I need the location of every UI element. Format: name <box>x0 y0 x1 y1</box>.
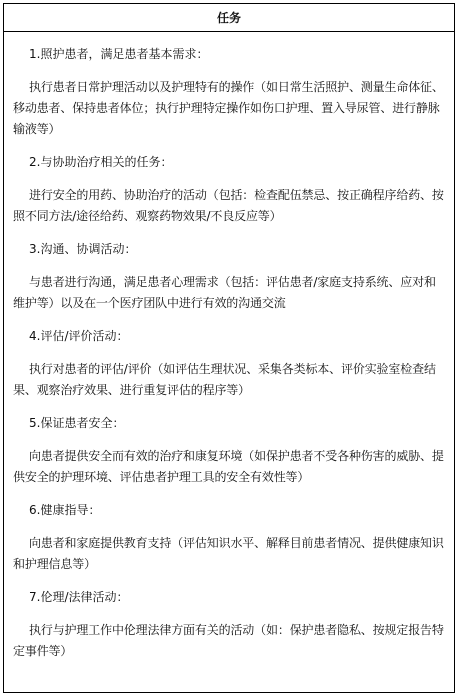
task-section-1 <box>13 44 446 140</box>
task-section-3 <box>13 239 446 314</box>
task-section-5 <box>13 413 446 488</box>
task-section-7 <box>13 587 446 662</box>
task-section-title: 1.照护患者，满足患者基本需求： <box>29 47 209 61</box>
task-section-text: 执行对患者的评估/评价（如评估生理状况、采集各类标本、评价实验室检查结果、观察治疗效果、进行重复评估的程序等） <box>13 362 436 397</box>
task-section-title: 2.与协助治疗相关的任务： <box>29 155 173 169</box>
task-section-title: 5.保证患者安全： <box>29 416 125 430</box>
table-header: 任务 <box>4 4 454 32</box>
task-section-text: 与患者进行沟通，满足患者心理需求（包括：评估患者/家庭支持系统、应对和维护等）以及在一个医疗团队中进行有效的沟通交流 <box>13 275 436 310</box>
task-section-text: 向患者和家庭提供教育支持（评估知识水平、解释目前患者情况、提供健康知识和护理信息等） <box>13 536 444 571</box>
task-section-title: 3.沟通、协调活动： <box>29 242 137 256</box>
task-section-2 <box>13 152 446 227</box>
task-table <box>3 3 455 693</box>
task-section-6 <box>13 500 446 575</box>
table-body <box>4 44 454 662</box>
task-section-title: 6.健康指导： <box>29 503 101 517</box>
task-section-text: 进行安全的用药、协助治疗的活动（包括：检查配伍禁忌、按正确程序给药、按照不同方法/途径给药、观察药物效果/不良反应等） <box>13 188 444 223</box>
task-section-text: 向患者提供安全而有效的治疗和康复环境（如保护患者不受各种伤害的威胁、提供安全的护理环境、评估患者护理工具的安全有效性等） <box>13 449 444 484</box>
task-section-text: 执行患者日常护理活动以及护理特有的操作（如日常生活照护、测量生命体征、移动患者、保持患者体位；执行护理特定操作如伤口护理、置入导尿管、进行静脉输液等） <box>13 80 444 136</box>
task-section-title: 7.伦理/法律活动： <box>29 590 129 604</box>
task-section-4 <box>13 326 446 401</box>
task-section-title: 4.评估/评价活动： <box>29 329 129 343</box>
task-section-text: 执行与护理工作中伦理法律方面有关的活动（如：保护患者隐私、按规定报告特定事件等） <box>13 623 444 658</box>
